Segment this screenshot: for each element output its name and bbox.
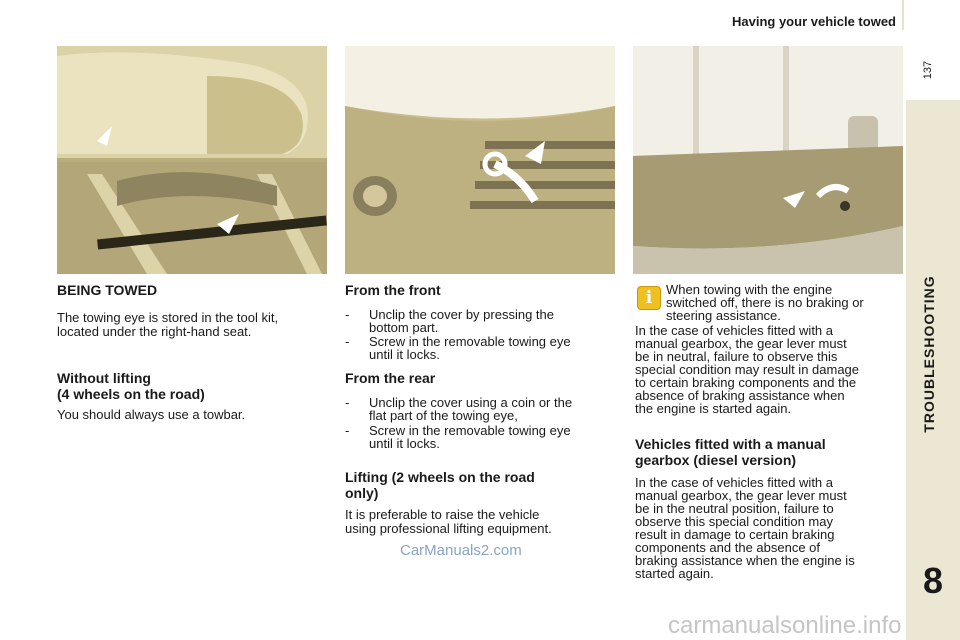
lifting-text-line-2: using professional lifting equipment. bbox=[345, 521, 552, 536]
heading-without-lifting-line-1: Without lifting bbox=[57, 370, 151, 386]
rear-step-2-line-2: until it locks. bbox=[369, 436, 440, 451]
heading-from-rear: From the rear bbox=[345, 370, 436, 386]
bullet-dash: - bbox=[345, 423, 350, 438]
photo-front-towing-eye bbox=[345, 46, 615, 274]
without-lifting-text: You should always use a towbar. bbox=[57, 407, 246, 422]
heading-lifting-line-2: only) bbox=[345, 485, 379, 501]
page-number: 137 bbox=[922, 60, 934, 80]
info-text-line-1: When towing with the engine bbox=[666, 282, 833, 297]
diesel-text-line-2: manual gearbox, the gear lever must bbox=[635, 488, 847, 503]
bullet-dash: - bbox=[345, 307, 350, 322]
diesel-text-line-6: components and the absence of bbox=[635, 540, 821, 555]
front-step-2 bbox=[345, 335, 615, 363]
header-rule bbox=[902, 0, 904, 30]
manual-text-line-2: manual gearbox, the gear lever must bbox=[635, 336, 847, 351]
rear-step-1-line-1: Unclip the cover using a coin or the bbox=[369, 395, 573, 410]
heading-lifting-line-1: Lifting (2 wheels on the road bbox=[345, 469, 535, 485]
info-icon: i bbox=[637, 286, 661, 310]
heading-from-front: From the front bbox=[345, 282, 441, 298]
diesel-text-line-1: In the case of vehicles fitted with a bbox=[635, 475, 833, 490]
chapter-number: 8 bbox=[922, 560, 944, 601]
info-text-line-2: switched off, there is no braking or bbox=[666, 295, 864, 310]
rear-step-2-line-1: Screw in the removable towing eye bbox=[369, 423, 571, 438]
manual-text-line-7: the engine is started again. bbox=[635, 401, 792, 416]
photo-seat-toolkit bbox=[57, 46, 327, 274]
front-step-1-line-2: bottom part. bbox=[369, 320, 439, 335]
heading-diesel-line-2: gearbox (diesel version) bbox=[635, 452, 797, 468]
intro-text-line-1: The towing eye is stored in the tool kit, bbox=[57, 310, 279, 325]
diesel-text-line-8: started again. bbox=[635, 566, 714, 581]
diesel-text-line-5: result in damage to certain braking bbox=[635, 527, 835, 542]
rear-step-2 bbox=[345, 424, 615, 452]
info-text-line-3: steering assistance. bbox=[666, 308, 781, 323]
heading-being-towed: BEING TOWED bbox=[57, 282, 158, 298]
heading-diesel-line-1: Vehicles fitted with a manual bbox=[635, 436, 826, 452]
rear-step-1-line-2: flat part of the towing eye, bbox=[369, 408, 518, 423]
manual-text-line-4: special condition may result in damage bbox=[635, 362, 860, 377]
page-header-title: Having your vehicle towed bbox=[732, 14, 896, 29]
rear-step-1 bbox=[345, 396, 615, 424]
intro-text-line-2: located under the right-hand seat. bbox=[57, 324, 252, 339]
diesel-text-line-7: braking assistance when the engine is bbox=[635, 553, 855, 568]
lifting-text-line-1: It is preferable to raise the vehicle bbox=[345, 507, 540, 522]
front-step-2-line-1: Screw in the removable towing eye bbox=[369, 334, 571, 349]
watermark-carmanualsonline: carmanualsonline.info bbox=[668, 612, 902, 639]
manual-text-line-5: to certain braking components and the bbox=[635, 375, 857, 390]
diesel-text-line-3: be in the neutral position, failure to bbox=[635, 501, 834, 516]
front-step-1-line-1: Unclip the cover by pressing the bbox=[369, 307, 554, 322]
heading-without-lifting-line-2: (4 wheels on the road) bbox=[57, 386, 205, 402]
chapter-label: TROUBLESHOOTING bbox=[921, 275, 937, 433]
manual-text-line-1: In the case of vehicles fitted with a bbox=[635, 323, 833, 338]
diesel-text-line-4: observe this special condition may bbox=[635, 514, 833, 529]
front-step-1 bbox=[345, 308, 615, 336]
watermark-carmanuals2: CarManuals2.com bbox=[400, 542, 522, 559]
manual-text-line-3: be in neutral, failure to observe this bbox=[635, 349, 838, 364]
front-step-2-line-2: until it locks. bbox=[369, 347, 440, 362]
photo-rear-towing-eye bbox=[633, 46, 903, 274]
bullet-dash: - bbox=[345, 395, 350, 410]
bullet-dash: - bbox=[345, 334, 350, 349]
manual-text-line-6: absence of braking assistance when bbox=[635, 388, 845, 403]
